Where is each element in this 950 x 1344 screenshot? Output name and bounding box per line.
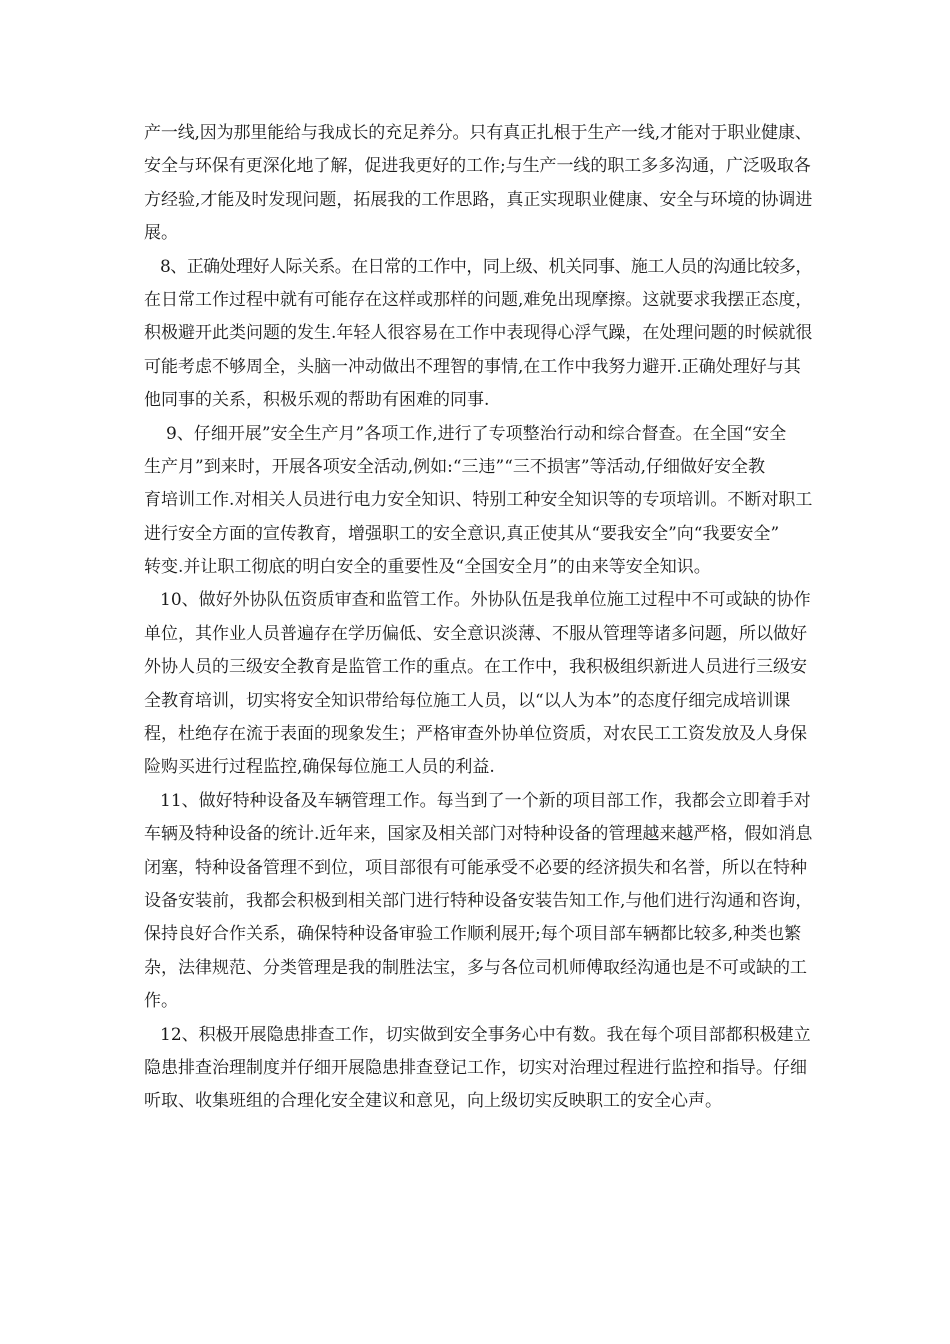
document-body xyxy=(144,117,812,1119)
text-line: 生产月”到来时，开展各项安全活动,例如:“三违”“三不损害”等活动,仔细做好安全教 xyxy=(144,456,765,477)
text-line: 方经验,才能及时发现问题，拓展我的工作思路，真正实现职业健康、安全与环境的协调进 xyxy=(144,189,813,210)
text-line: 安全与环保有更深化地了解，促进我更好的工作;与生产一线的职工多多沟通，广泛吸取各 xyxy=(144,156,811,177)
text-line: 11、做好特种设备及车辆管理工作。每当到了一个新的项目部工作，我都会立即着手对 xyxy=(160,790,811,811)
text-line: 设备安装前，我都会积极到相关部门进行特种设备安装告知工作,与他们进行沟通和咨询， xyxy=(144,890,813,911)
text-line: 育培训工作.对相关人员进行电力安全知识、特别工种安全知识等的专项培训。不断对职工 xyxy=(144,490,813,511)
text-line: 进行安全方面的宣传教育，增强职工的安全意识,真正使其从“要我安全”向“我要安全” xyxy=(144,523,780,544)
text-line: 听取、收集班组的合理化安全建议和意见，向上级切实反映职工的安全心声。 xyxy=(144,1091,722,1112)
text-line: 单位，其作业人员普遍存在学历偏低、安全意识淡薄、不服从管理等诸多问题，所以做好 xyxy=(144,623,807,644)
text-line: 隐患排查治理制度并仔细开展隐患排查登记工作，切实对治理过程进行监控和指导。仔细 xyxy=(144,1057,807,1078)
text-line: 展。 xyxy=(144,223,178,244)
text-line: 12、积极开展隐患排查工作，切实做到安全事务心中有数。我在每个项目部都积极建立 xyxy=(160,1024,811,1045)
text-line: 保持良好合作关系，确保特种设备审验工作顺利展开;每个项目部车辆都比较多,种类也繁 xyxy=(144,924,802,945)
text-line: 他同事的关系，积极乐观的帮助有困难的同事. xyxy=(144,390,490,411)
paragraph-continuation xyxy=(144,117,812,251)
paragraph-item-11 xyxy=(144,785,812,1019)
text-line: 全教育培训，切实将安全知识带给每位施工人员，以“以人为本”的态度仔细完成培训课 xyxy=(144,690,791,711)
text-line: 8、正确处理好人际关系。在日常的工作中，同上级、机关同事、施工人员的沟通比较多， xyxy=(160,256,812,277)
text-line: 外协人员的三级安全教育是监管工作的重点。在工作中，我积极组织新进人员进行三级安 xyxy=(144,657,807,678)
text-line: 险购买进行过程监控,确保每位施工人员的利益. xyxy=(144,757,495,778)
paragraph-item-12 xyxy=(144,1019,812,1119)
text-line: 转变.并让职工彻底的明白安全的重要性及“全国安全月”的由来等安全知识。 xyxy=(144,557,711,578)
text-line: 9、仔细开展”安全生产月”各项工作,进行了专项整治行动和综合督查。在全国“安全 xyxy=(166,423,787,444)
text-line: 产一线,因为那里能给与我成长的充足养分。只有真正扎根于生产一线,才能对于职业健康、 xyxy=(144,123,812,143)
text-line: 车辆及特种设备的统计.近年来，国家及相关部门对特种设备的管理越来越严格，假如消息 xyxy=(144,824,813,845)
paragraph-item-10 xyxy=(144,584,812,784)
text-line: 杂，法律规范、分类管理是我的制胜法宝，多与各位司机师傅取经沟通也是不可或缺的工 xyxy=(144,957,807,978)
text-line: 闭塞，特种设备管理不到位，项目部很有可能承受不必要的经济损失和名誉，所以在特种 xyxy=(144,857,807,878)
text-line: 程，杜绝存在流于表面的现象发生；严格审查外协单位资质，对农民工工资发放及人身保 xyxy=(144,724,807,745)
paragraph-item-8 xyxy=(144,251,812,418)
text-line: 可能考虑不够周全，头脑一冲动做出不理智的事情,在工作中我努力避开.正确处理好与其 xyxy=(144,356,801,377)
text-line: 积极避开此类问题的发生.年轻人很容易在工作中表现得心浮气躁，在处理问题的时候就很 xyxy=(144,323,813,344)
text-line: 10、做好外协队伍资质审查和监管工作。外协队伍是我单位施工过程中不可或缺的协作 xyxy=(160,590,811,611)
text-line: 作。 xyxy=(144,991,178,1012)
text-line: 在日常工作过程中就有可能存在这样或那样的问题,难免出现摩擦。这就要求我摆正态度， xyxy=(144,289,813,310)
paragraph-item-9 xyxy=(144,418,812,585)
